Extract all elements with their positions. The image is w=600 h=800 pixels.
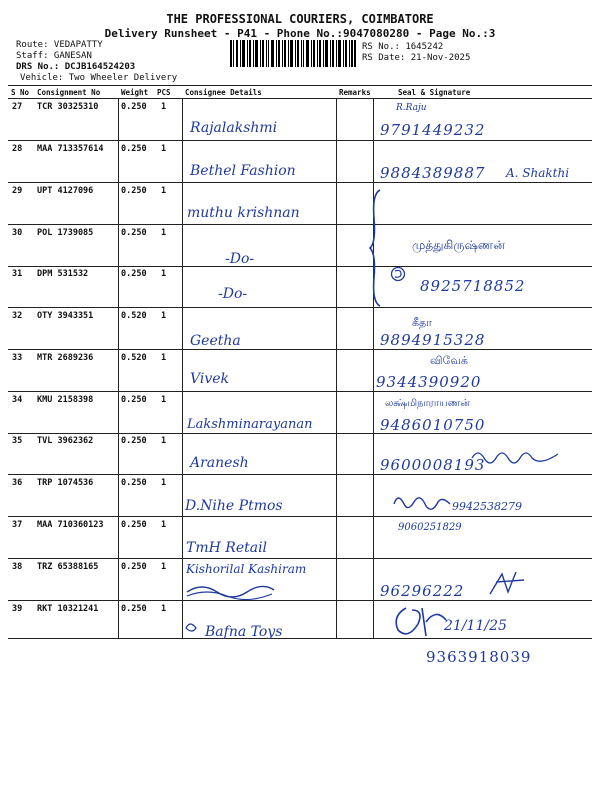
- handwritten-consignee: Lakshminarayanan: [187, 417, 313, 432]
- row-sno: 30: [12, 228, 23, 238]
- col-pcs: PCS: [157, 88, 171, 97]
- row-sno: 36: [12, 478, 23, 488]
- col-divider: [373, 98, 374, 638]
- header-rule-bottom: [8, 98, 592, 99]
- signature-tamil: முத்துகிருஷ்ணன்: [412, 238, 505, 252]
- signature-phone: 96296222: [380, 582, 465, 600]
- row-sno: 27: [12, 102, 23, 112]
- col-remarks: Remarks: [339, 88, 371, 97]
- row-pcs: 1: [161, 478, 167, 488]
- row-divider: [8, 224, 592, 225]
- row-pcs: 1: [161, 604, 167, 614]
- row-divider: [8, 516, 592, 517]
- row-sno: 34: [12, 395, 23, 405]
- handwritten-consignee: Geetha: [190, 333, 241, 349]
- col-sno: S No: [11, 88, 30, 97]
- staff-label: Staff: GANESAN: [16, 51, 92, 61]
- handwritten-consignee: TmH Retail: [186, 540, 268, 556]
- row-pcs: 1: [161, 436, 167, 446]
- company-title: THE PROFESSIONAL COURIERS, COIMBATORE: [166, 12, 434, 26]
- rs-date: RS Date: 21-Nov-2025: [362, 53, 471, 63]
- row-weight: 0.520: [121, 353, 147, 363]
- row-pcs: 1: [161, 144, 167, 154]
- row-weight: 0.250: [121, 395, 147, 405]
- col-divider: [182, 98, 183, 638]
- signature-phone: 9486010750: [380, 416, 486, 434]
- row-divider: [8, 349, 592, 350]
- row-weight: 0.250: [121, 144, 147, 154]
- col-consignee: Consignee Details: [185, 88, 262, 97]
- barcode-icon: [230, 40, 356, 67]
- signature-scribble-icon: [392, 490, 452, 512]
- row-sno: 33: [12, 353, 23, 363]
- row-divider: [8, 558, 592, 559]
- signature-initials: R.Raju: [396, 103, 427, 113]
- row-sno: 39: [12, 604, 23, 614]
- signature-tamil: கீதா: [412, 316, 432, 329]
- row-pcs: 1: [161, 102, 167, 112]
- row-consignment: MAA 710360123: [37, 520, 104, 530]
- row-weight: 0.250: [121, 436, 147, 446]
- row-weight: 0.250: [121, 478, 147, 488]
- signature-phone: 9363918039: [426, 648, 532, 666]
- circled-mark-icon: [390, 266, 406, 282]
- signature-tamil: விவேக்: [430, 354, 468, 367]
- row-pcs: 1: [161, 520, 167, 530]
- row-weight: 0.250: [121, 186, 147, 196]
- col-weight: Weight: [121, 88, 149, 97]
- row-sno: 38: [12, 562, 23, 572]
- col-consignment: Consignment No: [37, 88, 101, 97]
- row-sno: 32: [12, 311, 23, 321]
- row-consignment: UPT 4127096: [37, 186, 94, 196]
- row-consignment: MAA 713357614: [37, 144, 104, 154]
- rs-number: RS No.: 1645242: [362, 42, 444, 52]
- signature-date: 21/11/25: [444, 618, 507, 634]
- row-weight: 0.250: [121, 604, 147, 614]
- handwritten-consignee: Rajalakshmi: [190, 120, 278, 136]
- signature-phone: 9060251829: [398, 522, 462, 533]
- signature-name: A. Shakthi: [506, 166, 570, 180]
- signature-phone: 9942538279: [452, 500, 522, 513]
- runsheet-subtitle: Delivery Runsheet - P41 - Phone No.:9047080280 - Page No.:3: [104, 27, 496, 40]
- route-label: Route: VEDAPATTY: [16, 40, 103, 50]
- handwritten-consignee: -Do-: [225, 251, 255, 267]
- row-weight: 0.520: [121, 311, 147, 321]
- row-consignment: RKT 10321241: [37, 604, 99, 614]
- row-pcs: 1: [161, 353, 167, 363]
- row-sno: 28: [12, 144, 23, 154]
- row-pcs: 1: [161, 228, 167, 238]
- row-sno: 29: [12, 186, 23, 196]
- vehicle-label: Vehicle: Two Wheeler Delivery: [20, 73, 178, 83]
- row-divider: [8, 638, 592, 639]
- row-divider: [8, 433, 592, 434]
- scribble-icon: [182, 580, 282, 640]
- row-divider: [8, 266, 592, 267]
- handwritten-consignee: D.Nihe Ptmos: [185, 498, 283, 514]
- row-pcs: 1: [161, 269, 167, 279]
- row-weight: 0.250: [121, 520, 147, 530]
- col-divider: [118, 98, 119, 638]
- signature-phone: 8925718852: [420, 277, 526, 295]
- row-weight: 0.250: [121, 269, 147, 279]
- header-rule-top: [8, 85, 592, 86]
- group-bracket-icon: [366, 188, 386, 308]
- signature-phone: 9344390920: [376, 373, 482, 391]
- row-weight: 0.250: [121, 562, 147, 572]
- signature-phone: 9600008193: [380, 456, 486, 474]
- row-divider: [8, 600, 592, 601]
- row-consignment: DPM 531532: [37, 269, 89, 279]
- handwritten-consignee: Bethel Fashion: [190, 163, 296, 179]
- row-sno: 37: [12, 520, 23, 530]
- row-pcs: 1: [161, 395, 167, 405]
- row-consignment: OTY 3943351: [37, 311, 94, 321]
- row-consignment: TRP 1074536: [37, 478, 94, 488]
- row-divider: [8, 474, 592, 475]
- handwritten-consignee: Kishorilal Kashiram: [186, 562, 307, 576]
- row-divider: [8, 307, 592, 308]
- drs-label: DRS No.: DCJB164524203: [16, 62, 136, 72]
- signature-scribble-icon: [488, 568, 528, 598]
- handwritten-consignee: Vivek: [190, 371, 230, 387]
- handwritten-consignee: -Do-: [218, 286, 248, 302]
- row-pcs: 1: [161, 562, 167, 572]
- signature-phone: 9884389887: [380, 164, 486, 182]
- signature-phone: 9894915328: [380, 331, 486, 349]
- row-consignment: KMU 2158398: [37, 395, 94, 405]
- row-consignment: TRZ 65388165: [37, 562, 99, 572]
- handwritten-consignee: muthu krishnan: [187, 205, 300, 221]
- signature-scribble-icon: [392, 604, 452, 640]
- handwritten-consignee: Aranesh: [190, 455, 249, 471]
- handwritten-consignee: Bafna Toys: [205, 624, 283, 640]
- row-consignment: MTR 2689236: [37, 353, 94, 363]
- col-seal-signature: Seal & Signature: [398, 88, 471, 97]
- row-consignment: TCR 30325310: [37, 102, 99, 112]
- row-divider: [8, 182, 592, 183]
- row-consignment: POL 1739085: [37, 228, 94, 238]
- signature-tamil: லக்ஷ்மிநாராயணன்: [385, 398, 471, 409]
- row-pcs: 1: [161, 311, 167, 321]
- row-weight: 0.250: [121, 102, 147, 112]
- row-divider: [8, 140, 592, 141]
- row-sno: 31: [12, 269, 23, 279]
- row-divider: [8, 391, 592, 392]
- row-pcs: 1: [161, 186, 167, 196]
- row-weight: 0.250: [121, 228, 147, 238]
- row-sno: 35: [12, 436, 23, 446]
- col-divider: [336, 98, 337, 638]
- row-consignment: TVL 3962362: [37, 436, 94, 446]
- signature-phone: 9791449232: [380, 121, 486, 139]
